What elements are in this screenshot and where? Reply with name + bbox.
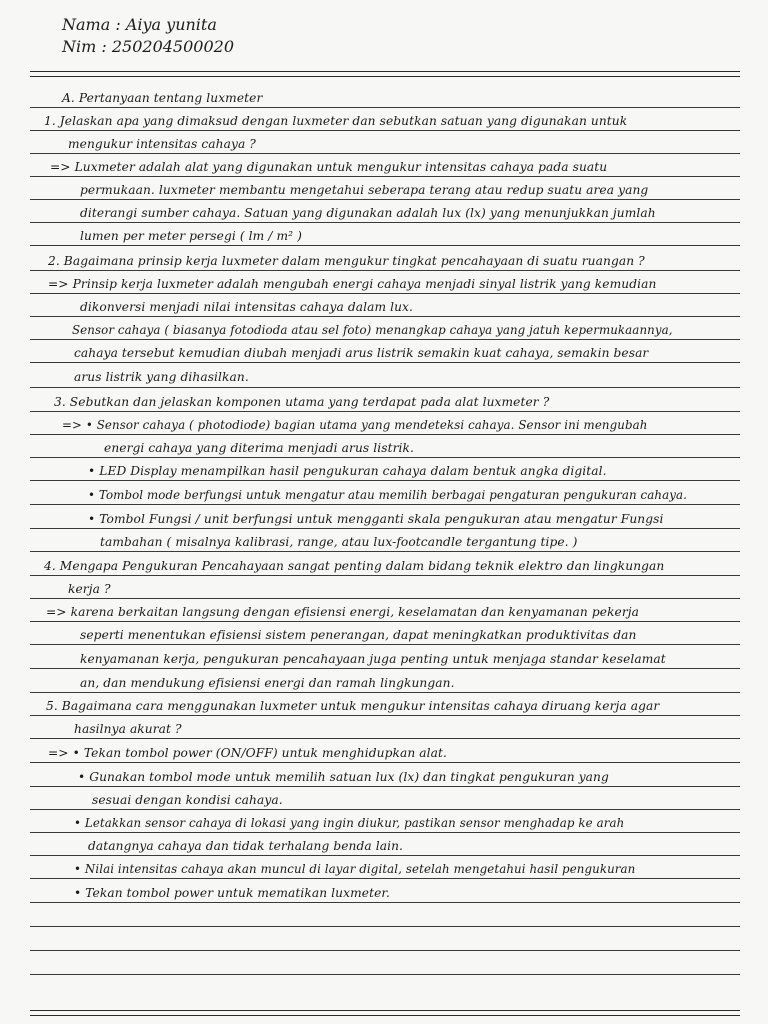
student-nim: Nim : 250204500020 — [62, 37, 235, 56]
answer-2-line-3: Sensor cahaya ( biasanya fotodioda atau sel foto) menangkap cahaya yang jatuh kepermukaannya, — [72, 323, 673, 337]
ruled-line — [30, 362, 740, 363]
student-header — [62, 14, 234, 58]
ruled-line — [30, 926, 740, 927]
ruled-line — [30, 316, 740, 317]
ruled-line — [30, 762, 740, 763]
ruled-line — [30, 644, 740, 645]
question-5: 5. Bagaimana cara menggunakan luxmeter untuk mengukur intensitas cahaya diruang kerja agar — [46, 699, 660, 713]
answer-2: => Prinsip kerja luxmeter adalah mengubah energi cahaya menjadi sinyal listrik yang kemudian — [48, 277, 657, 291]
bottom-rule-1 — [30, 1010, 740, 1011]
answer-3-item-1: => • Sensor cahaya ( photodiode) bagian utama yang mendeteksi cahaya. Sensor ini mengubah — [62, 418, 648, 432]
section-title: A. Pertanyaan tentang luxmeter — [62, 91, 263, 105]
ruled-line — [30, 832, 740, 833]
ruled-line — [30, 199, 740, 200]
ruled-line — [30, 176, 740, 177]
answer-3-item-4-cont: tambahan ( misalnya kalibrasi, range, atau lux-footcandle tergantung tipe. ) — [100, 535, 578, 549]
answer-1-line-3: diterangi sumber cahaya. Satuan yang digunakan adalah lux (lx) yang menunjukkan jumlah — [80, 206, 656, 220]
answer-5-step-3-cont: datangnya cahaya dan tidak terhalang benda lain. — [88, 839, 404, 853]
top-rule-1 — [30, 71, 740, 72]
ruled-line — [30, 153, 740, 154]
ruled-line — [30, 504, 740, 505]
ruled-line — [30, 668, 740, 669]
answer-3-item-1-cont: energi cahaya yang diterima menjadi arus listrik. — [104, 441, 414, 455]
ruled-line — [30, 293, 740, 294]
ruled-line — [30, 339, 740, 340]
top-rule-2 — [30, 76, 740, 77]
ruled-line — [30, 575, 740, 576]
answer-2-line-2: dikonversi menjadi nilai intensitas cahaya dalam lux. — [80, 300, 413, 314]
ruled-line — [30, 950, 740, 951]
answer-3-item-4: • Tombol Fungsi / unit berfungsi untuk mengganti skala pengukuran atau mengatur Fungsi — [88, 512, 664, 526]
answer-4: => karena berkaitan langsung dengan efisiensi energi, keselamatan dan kenyamanan pekerja — [46, 605, 640, 619]
question-3: 3. Sebutkan dan jelaskan komponen utama yang terdapat pada alat luxmeter ? — [54, 395, 550, 409]
ruled-line — [30, 411, 740, 412]
answer-1-line-4: lumen per meter persegi ( lm / m² ) — [80, 229, 302, 243]
ruled-line — [30, 598, 740, 599]
answer-5-step-3: • Letakkan sensor cahaya di lokasi yang ingin diukur, pastikan sensor menghadap ke arah — [74, 816, 625, 830]
answer-5-step-2: • Gunakan tombol mode untuk memilih satuan lux (lx) dan tingkat pengukuran yang — [78, 770, 609, 784]
ruled-line — [30, 902, 740, 903]
ruled-line — [30, 974, 740, 975]
question-4-cont: kerja ? — [68, 582, 111, 596]
answer-5-step-4: • Nilai intensitas cahaya akan muncul di layar digital, setelah mengetahui hasil pengukuran — [74, 862, 636, 876]
ruled-line — [30, 222, 740, 223]
answer-2-line-5: arus listrik yang dihasilkan. — [74, 370, 249, 384]
answer-3-item-3: • Tombol mode berfungsi untuk mengatur atau memilih berbagai pengaturan pengukuran cahaya. — [88, 488, 687, 502]
answer-3-item-2: • LED Display menampilkan hasil pengukuran cahaya dalam bentuk angka digital. — [88, 464, 607, 478]
ruled-line — [30, 130, 740, 131]
answer-4-line-3: kenyamanan kerja, pengukuran pencahayaan juga penting untuk menjaga standar keselamat — [80, 652, 666, 666]
ruled-line — [30, 434, 740, 435]
question-1: 1. Jelaskan apa yang dimaksud dengan luxmeter dan sebutkan satuan yang digunakan untuk — [44, 114, 628, 128]
ruled-line — [30, 855, 740, 856]
ruled-line — [30, 809, 740, 810]
ruled-line — [30, 270, 740, 271]
answer-4-line-4: an, dan mendukung efisiensi energi dan ramah lingkungan. — [80, 676, 455, 690]
ruled-line — [30, 786, 740, 787]
ruled-line — [30, 528, 740, 529]
question-5-cont: hasilnya akurat ? — [74, 722, 182, 736]
student-name: Nama : Aiya yunita — [62, 15, 217, 34]
question-1-cont: mengukur intensitas cahaya ? — [68, 137, 256, 151]
ruled-line — [30, 387, 740, 388]
question-4: 4. Mengapa Pengukuran Pencahayaan sangat penting dalam bidang teknik elektro dan lingkungan — [44, 559, 665, 573]
ruled-line — [30, 107, 740, 108]
answer-1-line-2: permukaan. luxmeter membantu mengetahui seberapa terang atau redup suatu area yang — [80, 183, 649, 197]
ruled-line — [30, 621, 740, 622]
ruled-line — [30, 551, 740, 552]
ruled-line — [30, 245, 740, 246]
answer-5-step-2-cont: sesuai dengan kondisi cahaya. — [92, 793, 283, 807]
ruled-line — [30, 692, 740, 693]
answer-1: => Luxmeter adalah alat yang digunakan untuk mengukur intensitas cahaya pada suatu — [50, 160, 608, 174]
ruled-line — [30, 715, 740, 716]
answer-5-step-1: => • Tekan tombol power (ON/OFF) untuk menghidupkan alat. — [48, 746, 447, 760]
ruled-line — [30, 480, 740, 481]
ruled-line — [30, 878, 740, 879]
answer-4-line-2: seperti menentukan efisiensi sistem penerangan, dapat meningkatkan produktivitas dan — [80, 628, 637, 642]
ruled-line — [30, 738, 740, 739]
question-2: 2. Bagaimana prinsip kerja luxmeter dalam mengukur tingkat pencahayaan di suatu ruangan ? — [48, 254, 645, 268]
answer-5-step-5: • Tekan tombol power untuk mematikan luxmeter. — [74, 886, 390, 900]
bottom-rule-2 — [30, 1015, 740, 1016]
ruled-line — [30, 457, 740, 458]
answer-2-line-4: cahaya tersebut kemudian diubah menjadi arus listrik semakin kuat cahaya, semakin besar — [74, 346, 649, 360]
